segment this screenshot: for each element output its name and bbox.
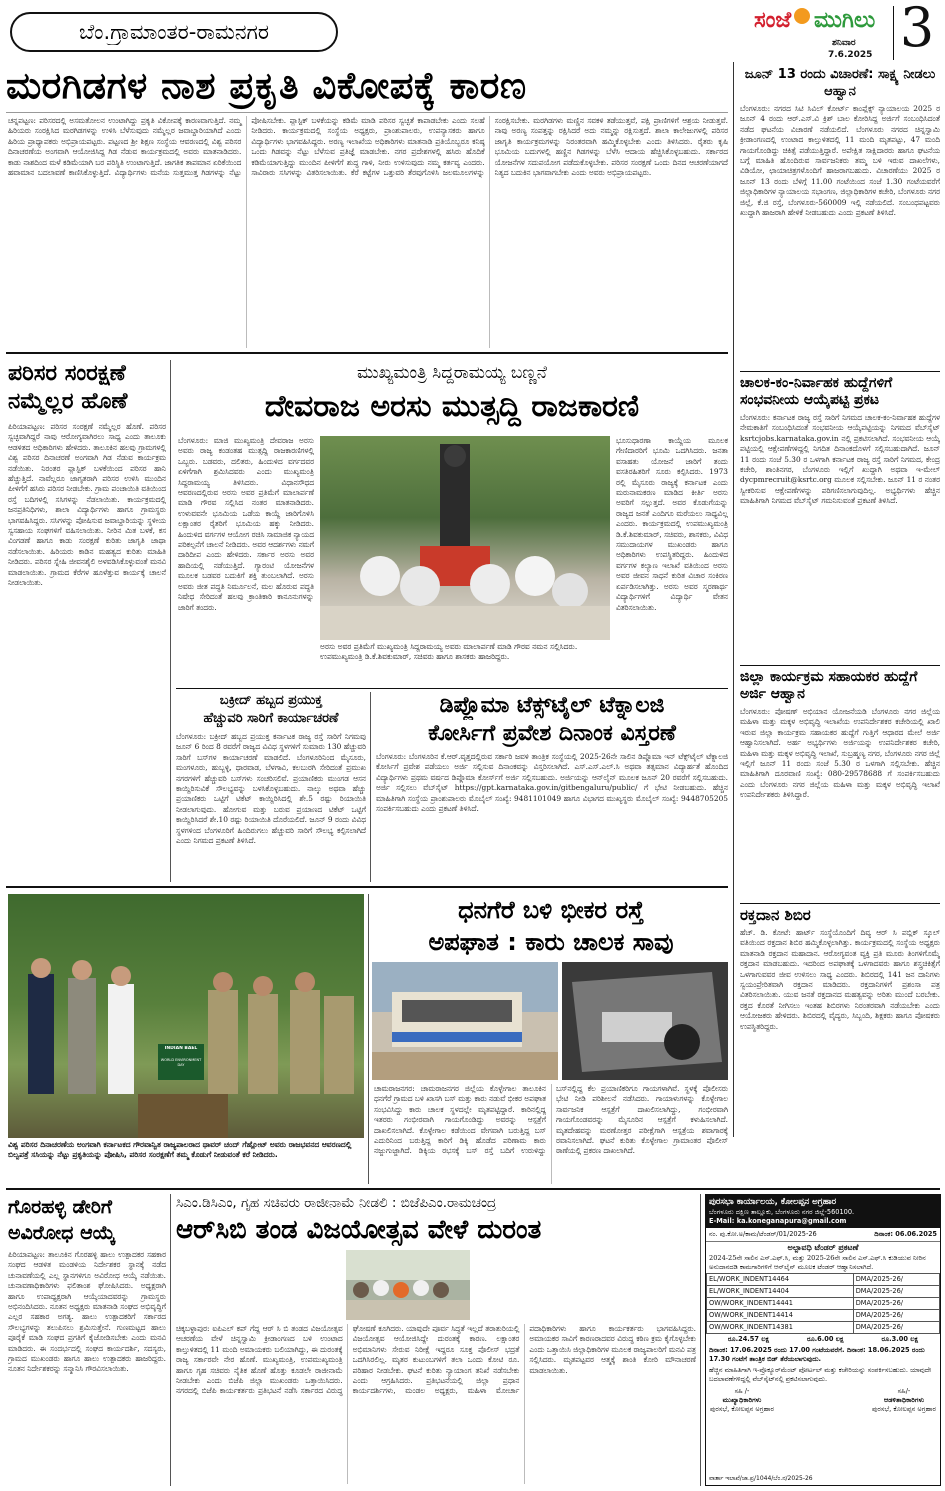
sign-office: ಪುರಸಭೆ, ಕೋಲಪ್ಪನ ಅಗ್ರಹಾರ [710, 1405, 774, 1413]
masthead-date: 7.6.2025 [828, 50, 873, 60]
bakrid-body: ಬೆಂಗಳೂರು: ಬಕ್ರೀದ್ ಹಬ್ಬದ ಪ್ರಯುಕ್ತ ಕರ್ನಾಟಕ ರಾಜ್ಯ ರಸ್ತೆ ಸಾರಿಗೆ ನಿಗಮವು ಜೂನ್ 6 ರಿಂದ 8 ರವರೆಗೆ ರಾಜ್ಯದ ವಿವಿಧ ಸ್ಥಳಗಳಿಗೆ ಸುಮಾರು 130 ಹೆಚ್ಚುವರಿ ಸಾರಿಗೆ ಬಸ್‌ಗಳ ಕಾರ್ಯಾಚರಣೆ ಮಾಡಲಿದೆ. ಬೆಂಗಳೂರಿನಿಂದ ಮೈಸೂರು, ಮಂಗಳೂರು, ಹುಬ್ಬಳ್ಳಿ, ಧಾರವಾಡ, ಬೆಳಗಾವಿ, ಕಲಬುರಗಿ ಸೇರಿದಂತೆ ಪ್ರಮುಖ ನಗರಗಳಿಗೆ ಹೆಚ್ಚುವರಿ ಬಸ್‌ಗಳು ಸಂಚರಿಸಲಿವೆ. ಪ್ರಯಾಣಿಕರು ಮುಂಗಡ ಆಸನ ಕಾಯ್ದಿರಿಸುವಿಕೆ ಸೌಲಭ್ಯವನ್ನು ಬಳಸಿಕೊಳ್ಳಬಹುದು. ನಾಲ್ಕು ಅಥವಾ ಹೆಚ್ಚು ಪ್ರಯಾಣಿಕರು ಒಟ್ಟಿಗೆ ಟಿಕೆಟ್ ಕಾಯ್ದಿರಿಸಿದಲ್ಲಿ ಶೇ.5 ರಷ್ಟು ರಿಯಾಯಿತಿ ನೀಡಲಾಗುವುದು. ಹೋಗುವ ಮತ್ತು ಬರುವ ಪ್ರಯಾಣದ ಟಿಕೆಟ್ ಒಟ್ಟಿಗೆ ಕಾಯ್ದಿರಿಸಿದರೆ ಶೇ.10 ರಷ್ಟು ರಿಯಾಯಿತಿ ದೊರೆಯಲಿದೆ. ಜೂನ್ 9 ರಂದು ವಿವಿಧ ಸ್ಥಳಗಳಿಂದ ಬೆಂಗಳೂರಿಗೆ ಹಿಂದಿರುಗಲು ಹೆಚ್ಚುವರಿ ಸಾರಿಗೆ ಸೌಲಭ್ಯ ಕಲ್ಪಿಸಲಾಗಿದೆ ಎಂದು ನಿಗಮದ ಪ್ರಕಟಣೆ ತಿಳಿಸಿದೆ. [176, 732, 366, 846]
rcb-protest-photo [346, 1250, 470, 1320]
tender-cell: OW/WORK_INDENT14441 [707, 1298, 854, 1310]
tender-notice [705, 1194, 941, 1486]
mid-rule [6, 886, 728, 888]
diploma-story [376, 692, 728, 882]
urs-bottom-rule [176, 688, 728, 689]
sidebar-mid-headline: ಚಾಲಕ-ಕಂ-ನಿರ್ವಾಹಕ ಹುದ್ದೆಗಳಿಗೆ ಸಂಭವನೀಯ ಆಯ್ಕೆಪಟ್ಟಿ ಪ್ರಕಟ [740, 375, 893, 408]
table-row [707, 1322, 940, 1334]
table-row [707, 1298, 940, 1310]
accident-headline-1: ಧನಗೆರೆ ಬಳಿ ಭೀಕರ ರಸ್ತೆ [458, 896, 644, 924]
car-wreck-scene [562, 962, 728, 1080]
tender-cell: DMA/2025-26/ [853, 1286, 939, 1298]
tender-cell: EL/WORK_INDENT14404 [707, 1286, 854, 1298]
gorahalli-divider [170, 1194, 171, 1486]
tree-photo-caption: ವಿಶ್ವ ಪರಿಸರ ದಿನಾಚರಣೆಯ ಅಂಗವಾಗಿ ಕರ್ನಾಟಕದ ಗೌರವಾನ್ವಿತ ರಾಜ್ಯಪಾಲರಾದ ಥಾವರ್ ಚಂದ್ ಗೆಹ್ಲೋಟ್ ಅವರು ರಾಜಭವನದ ಆವರಣದಲ್ಲಿ ಬಿಲ್ವಪತ್ರೆ ಸಸಿಯನ್ನು ನೆಟ್ಟು ಪ್ರಕೃತಿಯನ್ನು ಪೋಷಿಸಿ, ಪರಿಸರ ಸಂರಕ್ಷಣೆಗೆ ತಮ್ಮ ಕೊಡುಗೆ ನೀಡುವಂತೆ ಕರೆ ನೀಡಿದರು. [8, 1140, 352, 1159]
tree-banner-line-1: INDIAN BAEL [164, 1046, 198, 1051]
tender-ref-no: ನಂ. ಪು.ಕೋ.ಅ/ಕಾಮ/ಟೆಂಡರ್/01/2025-26 [709, 1230, 817, 1238]
protest-scene [346, 1250, 470, 1320]
sidebar-blood-body: ಹೆಚ್. ಡಿ. ಕೋಟೆ: ಹಾರ್ಟ್ ಸಂಸ್ಥೆಯೊಂದಿಗೆ ದಿವ್ಯ ಆರ್ ಸಿ ಪಬ್ಲಿಕ್ ಸ್ಕೂಲ್ ವತಿಯಿಂದ ರಕ್ತದಾನ ಶಿಬಿರ ಹಮ್ಮಿಕೊಳ್ಳಲಾಗಿತ್ತು. ಕಾರ್ಯಕ್ರಮದಲ್ಲಿ ಸಂಸ್ಥೆಯ ಅಧ್ಯಕ್ಷರು ಮಾತನಾಡಿ ರಕ್ತದಾನ ಮಹಾದಾನ. ಆರೋಗ್ಯವಂತ ವ್ಯಕ್ತಿ ಪ್ರತಿ ಮೂರು ತಿಂಗಳಿಗೊಮ್ಮೆ ರಕ್ತದಾನ ಮಾಡಬಹುದು. ಇದರಿಂದ ಅಪಘಾತಕ್ಕೆ ಒಳಗಾದವರು ಹಾಗೂ ಶಸ್ತ್ರಚಿಕಿತ್ಸೆಗೆ ಒಳಗಾಗುವವರ ಜೀವ ಉಳಿಸಲು ಸಾಧ್ಯ ಎಂದರು. ಶಿಬಿರದಲ್ಲಿ 141 ಜನ ದಾನಿಗಳು ಸ್ವಯಂಪ್ರೇರಿತವಾಗಿ ರಕ್ತದಾನ ಮಾಡಿದರು. ರಕ್ತದಾನಿಗಳಿಗೆ ಪ್ರಶಂಸಾ ಪತ್ರ ವಿತರಿಸಲಾಯಿತು. ಯುವ ಜನತೆ ರಕ್ತದಾನದ ಮಹತ್ವವನ್ನು ಅರಿತು ಮುಂದೆ ಬರಬೇಕು. ರಕ್ತದ ಕೊರತೆ ನೀಗಿಸಲು ಇಂತಹ ಶಿಬಿರಗಳು ನಿರಂತರವಾಗಿ ನಡೆಯಬೇಕು ಎಂದು ಆಯೋಜಕರು ಹೇಳಿದರು. ಶಿಬಿರದಲ್ಲಿ ವೈದ್ಯರು, ಸಿಬ್ಬಂದಿ, ಶಿಕ್ಷಕರು ಹಾಗೂ ಪೋಷಕರು ಉಪಸ್ಥಿತರಿದ್ದರು. [740, 928, 940, 1031]
tender-dates: ದಿನಾಂಕ: 17.06.2025 ರಂದು 17.00 ಗಂಟೆಯವರೆಗೆ. ದಿನಾಂಕ: 18.06.2025 ರಂದು 17.30 ಗಂಟೆಗೆ ತಾಂತ್ರಿಕ ಬಿಡ್ ತೆರೆಯಲಾಗುವುದು. [709, 1346, 925, 1363]
gorahalli-body: ಪಿರಿಯಾಪಟ್ಟಣ: ತಾಲೂಕಿನ ಗೊರಹಳ್ಳಿ ಹಾಲು ಉತ್ಪಾದಕರ ಸಹಕಾರ ಸಂಘದ ಆಡಳಿತ ಮಂಡಳಿಯ ನಿರ್ದೇಶಕರ ಸ್ಥಾನಕ್ಕೆ ನಡೆದ ಚುನಾವಣೆಯಲ್ಲಿ ಎಲ್ಲ ಸ್ಥಾನಗಳಿಗೂ ಅವಿರೋಧ ಆಯ್ಕೆ ನಡೆಯಿತು. ಚುನಾವಣಾಧಿಕಾರಿಗಳು ಫಲಿತಾಂಶ ಘೋಷಿಸಿದರು. ಅಧ್ಯಕ್ಷರಾಗಿ ಹಾಗೂ ಉಪಾಧ್ಯಕ್ಷರಾಗಿ ಆಯ್ಕೆಯಾದವರನ್ನು ಗ್ರಾಮಸ್ಥರು ಅಭಿನಂದಿಸಿದರು. ನೂತನ ಅಧ್ಯಕ್ಷರು ಮಾತನಾಡಿ ಸಂಘದ ಅಭಿವೃದ್ಧಿಗೆ ಎಲ್ಲರ ಸಹಕಾರ ಅಗತ್ಯ. ಹಾಲು ಉತ್ಪಾದಕರಿಗೆ ಸರ್ಕಾರದ ಸೌಲಭ್ಯಗಳನ್ನು ತಲುಪಿಸಲು ಶ್ರಮಿಸುತ್ತೇನೆ. ಗುಣಮಟ್ಟದ ಹಾಲು ಪೂರೈಕೆ ಮಾಡಿ ಸಂಘದ ಪ್ರಗತಿಗೆ ಕೈಜೋಡಿಸಬೇಕು ಎಂದು ಮನವಿ ಮಾಡಿದರು. ಈ ಸಂದರ್ಭದಲ್ಲಿ ಸಂಘದ ಕಾರ್ಯದರ್ಶಿ, ಸದಸ್ಯರು, ಗ್ರಾಮದ ಮುಖಂಡರು ಹಾಗೂ ಹಾಲು ಉತ್ಪಾದಕರು ಹಾಜರಿದ್ದರು. ನೂತನ ನಿರ್ದೇಶಕರನ್ನು ಸನ್ಮಾನಿಸಿ ಗೌರವಿಸಲಾಯಿತು. [8, 1250, 166, 1374]
rcb-divider [700, 1194, 701, 1486]
bakrid-headline-1: ಬಕ್ರೀದ್ ಹಬ್ಬದ ಪ್ರಯುಕ್ತ [219, 693, 323, 708]
tender-amount: ರೂ.24.57 ಲಕ್ಷ [727, 1335, 770, 1343]
urs-headline: ದೇವರಾಜ ಅರಸು ಮುತ್ಸದ್ದಿ ರಾಜಕಾರಣಿ [264, 389, 640, 424]
gorahalli-headline-2: ಅವಿರೋಧ ಆಯ್ಕೆ [8, 1222, 116, 1244]
logo-word-sanje: ಸಂಜೆ [754, 8, 792, 33]
lead-rule [6, 112, 728, 113]
gorahalli-story [8, 1194, 166, 1484]
sidebar-top-body: ಬೆಂಗಳೂರು: ನಗರದ ಸಿಟಿ ಸಿವಿಲ್ ಕೋರ್ಟ್ ಕಾಂಪ್ಲೆಕ್ಸ್ ನ್ಯಾಯಾಲಯ 2025 ರ ಜೂನ್ 4 ರಂದು ಆರ್.ಎಸ್.ವಿ ಕ್ರಿಶ್ ಬಾಲ ಕೋರಿಸಿದ್ದ ಅರ್ಜಿಗೆ ಸಂಬಂಧಿಸಿದಂತೆ ನಡೆದ ಘಟನೆಯ ವಿಚಾರಣೆ ನಡೆಯಲಿದೆ. ಬೆಂಗಳೂರು ನಗರದ ಚಿನ್ನಸ್ವಾಮಿ ಕ್ರೀಡಾಂಗಣದಲ್ಲಿ ಉಂಟಾದ ಕಾಲ್ತುಳಿತದಲ್ಲಿ 11 ಮಂದಿ ಮೃತಪಟ್ಟು, 47 ಮಂದಿ ಗಾಯಗೊಂಡಿದ್ದು ಚಿಕಿತ್ಸೆ ಪಡೆಯುತ್ತಿದ್ದಾರೆ. ಅಪೇಕ್ಷಿತ ಸಾಕ್ಷಿದಾರರು ಹಾಗೂ ಘಟನೆಯ ಬಗ್ಗೆ ಮಾಹಿತಿ ಹೊಂದಿರುವ ಸಾರ್ವಜನಿಕರು ತಮ್ಮ ಬಳಿ ಇರುವ ದಾಖಲೆಗಳು, ವಿಡಿಯೋ, ಛಾಯಾಚಿತ್ರಗಳೊಂದಿಗೆ ಹಾಜರಾಗಬಹುದು. ವಿಚಾರಣೆಯು 2025 ರ ಜೂನ್ 13 ರಂದು ಬೆಳಿಗ್ಗೆ 11.00 ಗಂಟೆಯಿಂದ ಸಂಜೆ 1.30 ಗಂಟೆಯವರೆಗೆ ಜಿಲ್ಲಾಧಿಕಾರಿಗಳ ನ್ಯಾಯಾಲಯ ಸಭಾಂಗಣ, ಜಿಲ್ಲಾಧಿಕಾರಿಗಳ ಕಚೇರಿ, ಬೆಂಗಳೂರು ನಗರ ಜಿಲ್ಲೆ, ಕೆ.ಜಿ ರಸ್ತೆ, ಬೆಂಗಳೂರು-560009 ಇಲ್ಲಿ ನಡೆಯಲಿದೆ. ಸಂಬಂಧಪಟ್ಟವರು ಖುದ್ದಾಗಿ ಹಾಜರಾಗಿ ಹೇಳಿಕೆ ನೀಡಬಹುದು ಎಂದು ಪ್ರಕಟಣೆ ತಿಳಿಸಿದೆ. [740, 104, 940, 218]
sidebar-rule-1 [740, 371, 940, 372]
table-row [707, 1274, 940, 1286]
tree-photo-scene [8, 894, 364, 1138]
environment-headline-2: ನಮ್ಮೆಲ್ಲರ ಹೊಣೆ [8, 389, 128, 414]
logo-sun-icon [794, 8, 810, 24]
accident-headline-2: ಅಪಘಾತ : ಕಾರು ಚಾಲಕ ಸಾವು [428, 928, 674, 956]
urs-photo [320, 436, 610, 640]
tender-signatures [706, 1385, 940, 1416]
sidebar-low-story [740, 669, 940, 901]
sidebar-divider [733, 62, 734, 1137]
tree-photo [8, 894, 364, 1138]
sidebar-mid-body: ಬೆಂಗಳೂರು: ಕರ್ನಾಟಕ ರಾಜ್ಯ ರಸ್ತೆ ಸಾರಿಗೆ ನಿಗಮದ ಚಾಲಕ-ಕಂ-ನಿರ್ವಾಹಕ ಹುದ್ದೆಗಳ ನೇಮಕಾತಿಗೆ ಸಂಬಂಧಿಸಿದಂತೆ ಸಂಭವನೀಯ ಆಯ್ಕೆಪಟ್ಟಿಯನ್ನು ನಿಗಮದ ವೆಬ್‌ಸೈಟ್ ksrtcjobs.karnataka.gov.in ನಲ್ಲಿ ಪ್ರಕಟಿಸಲಾಗಿದೆ. ಸಂಭವನೀಯ ಆಯ್ಕೆ ಪಟ್ಟಿಯಲ್ಲಿ ಆಕ್ಷೇಪಣೆಗಳಿದ್ದಲ್ಲಿ ನಿಗದಿತ ದಿನಾಂಕದೊಳಗೆ ಸಲ್ಲಿಸಬಹುದಾಗಿದೆ. ಜೂನ್ 11 ರಂದು ಸಂಜೆ 5.30 ರ ಒಳಗಾಗಿ ಕರ್ನಾಟಕ ರಾಜ್ಯ ರಸ್ತೆ ಸಾರಿಗೆ ನಿಗಮದ, ಕೇಂದ್ರ ಕಚೇರಿ, ಶಾಂತಿನಗರ, ಬೆಂಗಳೂರು ಇಲ್ಲಿಗೆ ಖುದ್ದಾಗಿ ಅಥವಾ ಇ-ಮೇಲ್ dycpmrecruit@ksrtc.org ಮೂಲಕ ಸಲ್ಲಿಸಬೇಕು. ಜೂನ್ 11 ರ ನಂತರ ಸ್ವೀಕರಿಸುವ ಆಕ್ಷೇಪಣೆಗಳನ್ನು ಪರಿಗಣಿಸಲಾಗುವುದಿಲ್ಲ. ಅಭ್ಯರ್ಥಿಗಳು ಹೆಚ್ಚಿನ ಮಾಹಿತಿಗಾಗಿ ನಿಗಮದ ವೆಬ್‌ಸೈಟ್ ಗಮನಿಸುವಂತೆ ಪ್ರಕಟಣೆ ತಿಳಿಸಿದೆ. [740, 413, 940, 506]
tender-footer: ವಾರ್ತಾ ಇಲಾಖೆ/ಜಾ.ಪ್ರ/1044/ಬೆಂ.ನ/2025-26 [709, 1475, 813, 1482]
sidebar-rule-2 [740, 665, 940, 666]
lead-body: ಚನ್ನಪಟ್ಟಣ: ಪರಿಸರದಲ್ಲಿ ಅಸಮತೋಲನ ಉಂಟಾಗಿದ್ದು ಪ್ರಕೃತಿ ವಿಕೋಪಕ್ಕೆ ಕಾರಣವಾಗುತ್ತಿದೆ. ನಮ್ಮ ಹಿರಿಯರು ಸಂರಕ್ಷಿಸಿದ ಮರಗಿಡಗಳನ್ನು ಉಳಿಸಿ ಬೆಳೆಸುವುದು ನಮ್ಮೆಲ್ಲರ ಜವಾಬ್ದಾರಿಯಾಗಿದೆ ಎಂದು ಹಿರಿಯ ಪ್ರಾಧ್ಯಾಪಕರು ಅಭಿಪ್ರಾಯಪಟ್ಟರು. ಪಟ್ಟಣದ ಶ್ರೀ ಶಿಕ್ಷಣ ಸಂಸ್ಥೆಯ ಆವರಣದಲ್ಲಿ ವಿಶ್ವ ಪರಿಸರ ದಿನಾಚರಣೆಯ ಅಂಗವಾಗಿ ಆಯೋಜಿಸಿದ್ದ ಗಿಡ ನೆಡುವ ಕಾರ್ಯಕ್ರಮದಲ್ಲಿ ಅವರು ಮಾತನಾಡಿದರು. ಕಾಡು ನಾಶದಿಂದ ಮಳೆ ಕಡಿಮೆಯಾಗಿ ಬರ ಪರಿಸ್ಥಿತಿ ಉಂಟಾಗುತ್ತಿದೆ. ಜಾಗತಿಕ ತಾಪಮಾನ ಏರಿಕೆಯಿಂದ ಹವಾಮಾನ ಬದಲಾವಣೆ ಕಾಣಿಸಿಕೊಳ್ಳುತ್ತಿದೆ. ವಿದ್ಯಾರ್ಥಿಗಳು ಮನೆಯ ಸುತ್ತಮುತ್ತ ಗಿಡಗಳನ್ನು ನೆಟ್ಟು ಪೋಷಿಸಬೇಕು. ಪ್ಲಾಸ್ಟಿಕ್ ಬಳಕೆಯನ್ನು ಕಡಿಮೆ ಮಾಡಿ ಪರಿಸರ ಸ್ವಚ್ಛತೆ ಕಾಪಾಡಬೇಕು ಎಂದು ಸಲಹೆ ನೀಡಿದರು. ಕಾರ್ಯಕ್ರಮದಲ್ಲಿ ಸಂಸ್ಥೆಯ ಅಧ್ಯಕ್ಷರು, ಪ್ರಾಂಶುಪಾಲರು, ಉಪನ್ಯಾಸಕರು ಹಾಗೂ ವಿದ್ಯಾರ್ಥಿಗಳು ಭಾಗವಹಿಸಿದ್ದರು. ಅರಣ್ಯ ಇಲಾಖೆಯ ಅಧಿಕಾರಿಗಳು ಮಾತನಾಡಿ ಪ್ರತಿಯೊಬ್ಬರೂ ಕನಿಷ್ಠ ಒಂದು ಗಿಡವನ್ನು ನೆಟ್ಟು ಬೆಳೆಸುವ ಪ್ರತಿಜ್ಞೆ ಮಾಡಬೇಕು. ನಗರ ಪ್ರದೇಶಗಳಲ್ಲಿ ಹಸಿರು ಹೊದಿಕೆ ಕಡಿಮೆಯಾಗುತ್ತಿದ್ದು ಮುಂದಿನ ಪೀಳಿಗೆಗೆ ಶುದ್ಧ ಗಾಳಿ, ನೀರು ಉಳಿಸುವುದು ನಮ್ಮ ಕರ್ತವ್ಯ ಎಂದರು. ಸಾವಿರಾರು ಸಸಿಗಳನ್ನು ವಿತರಿಸಲಾಯಿತು. ಕೆರೆ ಕಟ್ಟೆಗಳ ಒತ್ತುವರಿ ತೆರವುಗೊಳಿಸಿ ಜಲಮೂಲಗಳನ್ನು ಸಂರಕ್ಷಿಸಬೇಕು. ಮರಗಿಡಗಳು ಮಣ್ಣಿನ ಸವಕಳಿ ತಡೆಯುತ್ತವೆ, ಪಕ್ಷಿ ಪ್ರಾಣಿಗಳಿಗೆ ಆಶ್ರಯ ನೀಡುತ್ತವೆ. ನಾವು ಅರಣ್ಯ ಸಂಪತ್ತನ್ನು ರಕ್ಷಿಸಿದರೆ ಅದು ನಮ್ಮನ್ನು ರಕ್ಷಿಸುತ್ತದೆ. ಶಾಲಾ ಕಾಲೇಜುಗಳಲ್ಲಿ ಪರಿಸರ ಜಾಗೃತಿ ಕಾರ್ಯಕ್ರಮಗಳನ್ನು ನಿರಂತರವಾಗಿ ಹಮ್ಮಿಕೊಳ್ಳಬೇಕು ಎಂದು ತಿಳಿಸಿದರು. ರೈತರು ಕೃಷಿ ಭೂಮಿಯ ಬದುಗಳಲ್ಲಿ ಹಣ್ಣಿನ ಗಿಡಗಳನ್ನು ಬೆಳೆಸಿ ಆದಾಯ ಹೆಚ್ಚಿಸಿಕೊಳ್ಳಬಹುದು. ಸರ್ಕಾರದ ಯೋಜನೆಗಳ ಸದುಪಯೋಗ ಪಡೆದುಕೊಳ್ಳಬೇಕು. ಪರಿಸರ ಸಂರಕ್ಷಣೆ ಒಂದು ದಿನದ ಆಚರಣೆಯಾಗದೆ ನಿತ್ಯದ ಬದುಕಿನ ಭಾಗವಾಗಬೇಕು ಎಂದು ಅವರು ಅಭಿಪ್ರಾಯಪಟ್ಟರು. [8, 116, 728, 178]
environment-divider [170, 360, 171, 882]
masthead-day: ಶನಿವಾರ [832, 38, 856, 48]
logo-word-mugilu: ಮುಗಿಲು [814, 8, 876, 33]
sidebar-blood-headline: ರಕ್ತದಾನ ಶಿಬಿರ [740, 906, 811, 924]
tender-amount: ರೂ.6.00 ಲಕ್ಷ [806, 1335, 844, 1343]
urs-photo-caption: ಅರಸು ಅವರ ಪ್ರತಿಮೆಗೆ ಮುಖ್ಯಮಂತ್ರಿ ಸಿದ್ದರಾಮಯ್ಯ ಅವರು ಮಾಲಾರ್ಪಣೆ ಮಾಡಿ ಗೌರವ ನಮನ ಸಲ್ಲಿಸಿದರು. ಉಪಮುಖ್ಯಮಂತ್ರಿ ಡಿ.ಕೆ.ಶಿವಕುಮಾರ್, ಸಚಿವರು ಹಾಗೂ ಶಾಸಕರು ಹಾಜರಿದ್ದರು. [320, 642, 578, 661]
tender-cell: OW/WORK_INDENT14414 [707, 1310, 854, 1322]
tender-amounts [706, 1334, 940, 1345]
table-row [707, 1310, 940, 1322]
diploma-headline-1: ಡಿಪ್ಲೊಮಾ ಟೆಕ್ಸ್‌ಟೈಲ್ ಟೆಕ್ನಾಲಜಿ [439, 693, 665, 718]
tender-table [706, 1273, 940, 1334]
accident-photo-car [562, 962, 728, 1080]
accident-body: ಚಾಮರಾಜನಗರ: ಚಾಮರಾಜನಗರ ಜಿಲ್ಲೆಯ ಕೊಳ್ಳೇಗಾಲ ತಾಲೂಕಿನ ಧನಗೆರೆ ಗ್ರಾಮದ ಬಳಿ ಖಾಸಗಿ ಬಸ್ ಮತ್ತು ಕಾರು ನಡುವೆ ಭೀಕರ ಅಪಘಾತ ಸಂಭವಿಸಿದ್ದು ಕಾರು ಚಾಲಕ ಸ್ಥಳದಲ್ಲೇ ಮೃತಪಟ್ಟಿದ್ದಾರೆ. ಕಾರಿನಲ್ಲಿದ್ದ ಇತರರು ಗಂಭೀರವಾಗಿ ಗಾಯಗೊಂಡಿದ್ದು ಅವರನ್ನು ಆಸ್ಪತ್ರೆಗೆ ದಾಖಲಿಸಲಾಗಿದೆ. ಕೊಳ್ಳೇಗಾಲ ಕಡೆಯಿಂದ ವೇಗವಾಗಿ ಬರುತ್ತಿದ್ದ ಬಸ್ ಎದುರಿನಿಂದ ಬರುತ್ತಿದ್ದ ಕಾರಿಗೆ ಡಿಕ್ಕಿ ಹೊಡೆದ ಪರಿಣಾಮ ಕಾರು ನಜ್ಜುಗುಜ್ಜಾಗಿದೆ. ಡಿಕ್ಕಿಯ ರಭಸಕ್ಕೆ ಬಸ್ ರಸ್ತೆ ಬದಿಗೆ ಉರುಳಿದ್ದು ಬಸ್‌ನಲ್ಲಿದ್ದ ಕೆಲ ಪ್ರಯಾಣಿಕರಿಗೂ ಗಾಯಗಳಾಗಿವೆ. ಸ್ಥಳಕ್ಕೆ ಪೊಲೀಸರು ಭೇಟಿ ನೀಡಿ ಪರಿಶೀಲನೆ ನಡೆಸಿದರು. ಗಾಯಾಳುಗಳನ್ನು ಕೊಳ್ಳೇಗಾಲ ಸಾರ್ವಜನಿಕ ಆಸ್ಪತ್ರೆಗೆ ದಾಖಲಿಸಲಾಗಿದ್ದು, ಗಂಭೀರವಾಗಿ ಗಾಯಗೊಂಡವರನ್ನು ಮೈಸೂರಿನ ಆಸ್ಪತ್ರೆಗೆ ಕಳುಹಿಸಲಾಗಿದೆ. ಮೃತದೇಹವನ್ನು ಮರಣೋತ್ತರ ಪರೀಕ್ಷೆಗಾಗಿ ಆಸ್ಪತ್ರೆಯ ಶವಾಗಾರಕ್ಕೆ ರವಾನಿಸಲಾಗಿದೆ. ಘಟನೆ ಕುರಿತು ಕೊಳ್ಳೇಗಾಲ ಗ್ರಾಮಾಂತರ ಪೊಲೀಸ್ ಠಾಣೆಯಲ್ಲಿ ಪ್ರಕರಣ ದಾಖಲಾಗಿದೆ. [374, 1084, 728, 1156]
diploma-headline-2: ಕೋರ್ಸಿಗೆ ಪ್ರವೇಶ ದಿನಾಂಕ ವಿಸ್ತರಣೆ [428, 721, 676, 746]
rcb-body: ಚಿಕ್ಕಬಳ್ಳಾಪುರ: ಐಪಿಎಲ್ ಕಪ್ ಗೆದ್ದ ಆರ್ ಸಿ ಬಿ ತಂಡದ ವಿಜಯೋತ್ಸವ ಆಚರಣೆಯ ವೇಳೆ ಚಿನ್ನಸ್ವಾಮಿ ಕ್ರೀಡಾಂಗಣದ ಬಳಿ ಉಂಟಾದ ಕಾಲ್ತುಳಿತದಲ್ಲಿ 11 ಮಂದಿ ಅಮಾಯಕರು ಬಲಿಯಾಗಿದ್ದು, ಈ ದುರಂತಕ್ಕೆ ರಾಜ್ಯ ಸರ್ಕಾರವೇ ನೇರ ಹೊಣೆ. ಮುಖ್ಯಮಂತ್ರಿ, ಉಪಮುಖ್ಯಮಂತ್ರಿ ಹಾಗೂ ಗೃಹ ಸಚಿವರು ನೈತಿಕ ಹೊಣೆ ಹೊತ್ತು ಕೂಡಲೇ ರಾಜೀನಾಮೆ ನೀಡಬೇಕು ಎಂದು ಬಿಜೆಪಿ ಜಿಲ್ಲಾ ಮುಖಂಡರು ಒತ್ತಾಯಿಸಿದರು. ನಗರದಲ್ಲಿ ಬಿಜೆಪಿ ಕಾರ್ಯಕರ್ತರು ಪ್ರತಿಭಟನೆ ನಡೆಸಿ ಸರ್ಕಾರದ ವಿರುದ್ಧ ಘೋಷಣೆ ಕೂಗಿದರು. ಯಾವುದೇ ಪೂರ್ವ ಸಿದ್ಧತೆ ಇಲ್ಲದೆ ತರಾತುರಿಯಲ್ಲಿ ವಿಜಯೋತ್ಸವ ಆಯೋಜಿಸಿದ್ದೇ ದುರಂತಕ್ಕೆ ಕಾರಣ. ಲಕ್ಷಾಂತರ ಅಭಿಮಾನಿಗಳು ಸೇರುವ ನಿರೀಕ್ಷೆ ಇದ್ದರೂ ಸೂಕ್ತ ಪೊಲೀಸ್ ಭದ್ರತೆ ಒದಗಿಸಿರಲಿಲ್ಲ. ಮೃತರ ಕುಟುಂಬಗಳಿಗೆ ತಲಾ ಒಂದು ಕೋಟಿ ರೂ. ಪರಿಹಾರ ನೀಡಬೇಕು. ಘಟನೆ ಕುರಿತು ನ್ಯಾಯಾಂಗ ತನಿಖೆ ನಡೆಸಬೇಕು ಎಂದು ಆಗ್ರಹಿಸಿದರು. ಪ್ರತಿಭಟನೆಯಲ್ಲಿ ಜಿಲ್ಲಾ ಪ್ರಧಾನ ಕಾರ್ಯದರ್ಶಿಗಳು, ಮಂಡಲ ಅಧ್ಯಕ್ಷರು, ಮಹಿಳಾ ಮೋರ್ಚಾ ಪದಾಧಿಕಾರಿಗಳು ಹಾಗೂ ಕಾರ್ಯಕರ್ತರು ಭಾಗವಹಿಸಿದ್ದರು. ಅಮಾಯಕರ ಸಾವಿಗೆ ಕಾರಣರಾದವರ ವಿರುದ್ಧ ಕಠಿಣ ಕ್ರಮ ಕೈಗೊಳ್ಳಬೇಕು ಎಂದು ಒತ್ತಾಯಿಸಿ ಜಿಲ್ಲಾಧಿಕಾರಿಗಳ ಮೂಲಕ ರಾಜ್ಯಪಾಲರಿಗೆ ಮನವಿ ಪತ್ರ ಸಲ್ಲಿಸಿದರು. ಮೃತಪಟ್ಟವರ ಆತ್ಮಕ್ಕೆ ಶಾಂತಿ ಕೋರಿ ಮೌನಾಚರಣೆ ಮಾಡಲಾಯಿತು. [176, 1324, 696, 1396]
environment-headline-1: ಪರಿಸರ ಸಂರಕ್ಷಣೆ [8, 361, 126, 386]
tender-ref-row [706, 1228, 940, 1242]
environment-body: ಪಿರಿಯಾಪಟ್ಟಣ: ಪರಿಸರ ಸಂರಕ್ಷಣೆ ನಮ್ಮೆಲ್ಲರ ಹೊಣೆ. ಪರಿಸರ ಸ್ವಚ್ಛವಾಗಿದ್ದರೆ ನಾವು ಆರೋಗ್ಯವಾಗಿರಲು ಸಾಧ್ಯ ಎಂದು ತಾಲೂಕು ಆಡಳಿತದ ಅಧಿಕಾರಿಗಳು ಹೇಳಿದರು. ತಾಲೂಕಿನ ಹಲವು ಗ್ರಾಮಗಳಲ್ಲಿ ವಿಶ್ವ ಪರಿಸರ ದಿನಾಚರಣೆ ಅಂಗವಾಗಿ ಗಿಡ ನೆಡುವ ಕಾರ್ಯಕ್ರಮ ನಡೆಯಿತು. ನಿರಂತರ ಪ್ಲಾಸ್ಟಿಕ್ ಬಳಕೆಯಿಂದ ಪರಿಸರ ಹಾನಿ ಹೆಚ್ಚುತ್ತಿದೆ. ನಾವೆಲ್ಲರೂ ಜಾಗೃತರಾಗಿ ಪರಿಸರ ಉಳಿಸಿ ಮುಂದಿನ ಪೀಳಿಗೆಗೆ ಹಸಿರು ಪರಿಸರ ನೀಡಬೇಕು. ಗ್ರಾಮ ಪಂಚಾಯಿತಿ ವತಿಯಿಂದ ರಸ್ತೆ ಬದಿಗಳಲ್ಲಿ ಸಸಿಗಳನ್ನು ನೆಡಲಾಯಿತು. ಕಾರ್ಯಕ್ರಮದಲ್ಲಿ ಜನಪ್ರತಿನಿಧಿಗಳು, ಶಾಲಾ ವಿದ್ಯಾರ್ಥಿಗಳು ಹಾಗೂ ಗ್ರಾಮಸ್ಥರು ಭಾಗವಹಿಸಿದ್ದರು. ಸಸಿಗಳನ್ನು ಪೋಷಿಸುವ ಜವಾಬ್ದಾರಿಯನ್ನು ಸ್ಥಳೀಯ ಸ್ವಸಹಾಯ ಸಂಘಗಳಿಗೆ ವಹಿಸಲಾಯಿತು. ನೀರಿನ ಮಿತ ಬಳಕೆ, ಕಸ ವಿಂಗಡಣೆ ಹಾಗೂ ಕಾಡು ಸಂರಕ್ಷಣೆ ಕುರಿತು ಜಾಗೃತಿ ಜಾಥಾ ನಡೆಸಲಾಯಿತು. ಹಿರಿಯರು ಕಾಡಿನ ಮಹತ್ವದ ಕುರಿತು ಮಾಹಿತಿ ನೀಡಿದರು. ಪರಿಸರ ಸ್ನೇಹಿ ಜೀವನಶೈಲಿ ಅಳವಡಿಸಿಕೊಳ್ಳುವಂತೆ ಮನವಿ ಮಾಡಲಾಯಿತು. ಗ್ರಾಮದ ಕೆರೆಗಳ ಹೂಳೆತ್ತುವ ಕಾರ್ಯಕ್ಕೆ ಚಾಲನೆ ನೀಡಲಾಯಿತು. [8, 422, 166, 588]
tender-cell: OW/WORK_INDENT14381 [707, 1322, 854, 1334]
lower-rule [6, 1188, 940, 1190]
tender-cell: EL/WORK_INDENT14464 [707, 1274, 854, 1286]
tender-cell: DMA/2025-26/ [853, 1310, 939, 1322]
lead-bottom-rule [6, 352, 728, 354]
section-tag [10, 12, 338, 52]
tender-cell: DMA/2025-26/ [853, 1274, 939, 1286]
environment-story [8, 360, 166, 882]
sidebar-rule-3 [740, 903, 940, 904]
table-row [707, 1286, 940, 1298]
page-number: 3 [899, 0, 935, 59]
diploma-body: ಬೆಂಗಳೂರು: ಬೆಂಗಳೂರಿನ ಕೆ.ಆರ್.ವೃತ್ತದಲ್ಲಿರುವ ಸರ್ಕಾರಿ ಜವಳಿ ತಾಂತ್ರಿಕ ಸಂಸ್ಥೆಯಲ್ಲಿ 2025-26ನೇ ಸಾಲಿನ ಡಿಪ್ಲೊಮಾ ಇನ್ ಟೆಕ್ಸ್‌ಟೈಲ್ ಟೆಕ್ನಾಲಜಿ ಕೋರ್ಸಿಗೆ ಪ್ರವೇಶ ಪಡೆಯಲು ಅರ್ಜಿ ಸಲ್ಲಿಸುವ ದಿನಾಂಕವನ್ನು ವಿಸ್ತರಿಸಲಾಗಿದೆ. ಎಸ್.ಎಸ್.ಎಲ್.ಸಿ ಅಥವಾ ತತ್ಸಮಾನ ವಿದ್ಯಾರ್ಹತೆ ಹೊಂದಿದ ವಿದ್ಯಾರ್ಥಿಗಳು ಪ್ರಥಮ ವರ್ಷದ ಡಿಪ್ಲೊಮಾ ಕೋರ್ಸ್‌ಗೆ ಅರ್ಜಿ ಸಲ್ಲಿಸಬಹುದು. ಅರ್ಜಿಯನ್ನು ಆನ್‌ಲೈನ್ ಮೂಲಕ ಜೂನ್ 20 ರವರೆಗೆ ಸಲ್ಲಿಸಬಹುದು. ಅರ್ಜಿ ಸಲ್ಲಿಸಲು ವೆಬ್‌ಸೈಟ್ https://gpt.karnataka.gov.in/gitbengaluru/public/ ಗೆ ಭೇಟಿ ನೀಡಬಹುದು. ಹೆಚ್ಚಿನ ಮಾಹಿತಿಗಾಗಿ ಸಂಸ್ಥೆಯ ಪ್ರಾಂಶುಪಾಲರು ಮೊಬೈಲ್ ಸಂಖ್ಯೆ: 9481101049 ಹಾಗೂ ವಿಭಾಗದ ಮುಖ್ಯಸ್ಥರು ಮೊಬೈಲ್ ಸಂಖ್ಯೆ: 9448705205 ಸಂಪರ್ಕಿಸಬಹುದು ಎಂದು ಪ್ರಕಟಣೆ ತಿಳಿಸಿದೆ. [376, 752, 728, 814]
sign-title: ಮುಖ್ಯಾಧಿಕಾರಿಗಳು [722, 1396, 762, 1404]
gorahalli-headline-1: ಗೊರಹಳ್ಳಿ ಡೇರಿಗೆ [8, 1196, 112, 1218]
urs-photo-scene [320, 436, 610, 640]
tender-office: ಪುರಸಭಾ ಕಾರ್ಯಾಲಯ, ಕೋಲಪ್ಪನ ಅಗ್ರಹಾರ [709, 1197, 837, 1207]
sidebar-blood-story [740, 907, 940, 1133]
sidebar-mid-story [740, 375, 940, 665]
accident-photo-bus [372, 962, 558, 1080]
tree-banner-line-2: WORLD ENVIRONMENT DAY [160, 1058, 202, 1067]
tender-intro: 2024-25ನೇ ಸಾಲಿನ ಎಸ್.ಎಫ್.ಸಿ, ಮತ್ತು 2025-26ನೇ ಸಾಲಿನ ಎಸ್.ಎಫ್.ಸಿ ಕುಡಿಯುವ ನೀರಿನ ಅನುದಾನದಡಿ ಕಾಮಗಾರಿಗಳಿಗೆ ಆನ್‌ಲೈನ್ ಮೂಲಕ ಟೆಂಡರ್ ಆಹ್ವಾನಿಸಲಾಗಿದೆ. [709, 1254, 926, 1271]
sidebar-top-story [740, 66, 940, 366]
tender-ref-date: ದಿನಾಂಕ: 06.06.2025 [874, 1230, 937, 1238]
tender-sign-left [710, 1387, 774, 1414]
tender-address: ಬೆಂಗಳೂರು ದಕ್ಷಿಣ ತಾಲ್ಲೂಕು, ಬೆಂಗಳೂರು ನಗರ ಜಿಲ್ಲೆ-560100. [709, 1208, 855, 1216]
sign-label: ಸಹಿ/- [897, 1387, 911, 1395]
sign-label: ಸಹಿ /- [734, 1387, 750, 1395]
sidebar-low-body: ಬೆಂಗಳೂರು: ಪೋಷಣ್ ಅಭಿಯಾನ ಯೋಜನೆಯಡಿ ಬೆಂಗಳೂರು ನಗರ ಜಿಲ್ಲೆಯ ಮಹಿಳಾ ಮತ್ತು ಮಕ್ಕಳ ಅಭಿವೃದ್ಧಿ ಇಲಾಖೆಯ ಉಪನಿರ್ದೇಶಕರ ಕಚೇರಿಯಲ್ಲಿ ಖಾಲಿ ಇರುವ ಜಿಲ್ಲಾ ಕಾರ್ಯಕ್ರಮ ಸಹಾಯಕರ ಹುದ್ದೆಗೆ ಗುತ್ತಿಗೆ ಆಧಾರದ ಮೇಲೆ ಅರ್ಜಿ ಆಹ್ವಾನಿಸಲಾಗಿದೆ. ಅರ್ಹ ಅಭ್ಯರ್ಥಿಗಳು ಅರ್ಜಿಯನ್ನು ಉಪನಿರ್ದೇಶಕರ ಕಚೇರಿ, ಮಹಿಳಾ ಮತ್ತು ಮಕ್ಕಳ ಅಭಿವೃದ್ಧಿ ಇಲಾಖೆ, ಸುಬ್ರಹ್ಮಣ್ಯ ನಗರ, ಬೆಂಗಳೂರು ನಗರ ಜಿಲ್ಲೆ ಇಲ್ಲಿಗೆ ಜೂನ್ 11 ರಂದು ಸಂಜೆ 5.30 ರ ಒಳಗಾಗಿ ಸಲ್ಲಿಸಬೇಕು. ಹೆಚ್ಚಿನ ಮಾಹಿತಿಗಾಗಿ ದೂರವಾಣಿ ಸಂಖ್ಯೆ: 080-29578688 ಗೆ ಸಂಪರ್ಕಿಸಬಹುದು ಎಂದು ಬೆಂಗಳೂರು ನಗರ ಜಿಲ್ಲೆಯ ಮಹಿಳಾ ಮತ್ತು ಮಕ್ಕಳ ಅಭಿವೃದ್ಧಿ ಇಲಾಖೆ ಉಪನಿರ್ದೇಶಕರು ತಿಳಿಸಿದ್ದಾರೆ. [740, 707, 940, 800]
bus-scene [372, 962, 558, 1080]
masthead-divider [893, 6, 894, 60]
tender-notes: ಹೆಚ್ಚಿನ ಮಾಹಿತಿಗಾಗಿ ಇ-ಪ್ರೊಕ್ಯೂರ್‌ಮೆಂಟ್ ಪೋರ್ಟಲ್ ಮತ್ತು ಕಚೇರಿಯನ್ನು ಸಂಪರ್ಕಿಸಬಹುದು. ಯಾವುದೇ ಬದಲಾವಣೆಗಳಿದ್ದಲ್ಲಿ ವೆಬ್‌ಸೈಟ್‌ನಲ್ಲಿ ಪ್ರಕಟಿಸಲಾಗುವುದು. [709, 1366, 932, 1383]
urs-body-right: ಭೂಸುಧಾರಣಾ ಕಾಯ್ದೆಯ ಮೂಲಕ ಗೇಣಿದಾರರಿಗೆ ಭೂಮಿ ಒದಗಿಸಿದರು. ಜನತಾ ವಸಾಹತು ಯೋಜನೆ ಜಾರಿಗೆ ತಂದು ವಸತಿರಹಿತರಿಗೆ ಸೂರು ಕಲ್ಪಿಸಿದರು. 1973 ರಲ್ಲಿ ಮೈಸೂರು ರಾಜ್ಯಕ್ಕೆ ಕರ್ನಾಟಕ ಎಂದು ಮರುನಾಮಕರಣ ಮಾಡಿದ ಕೀರ್ತಿ ಅರಸು ಅವರಿಗೆ ಸಲ್ಲುತ್ತದೆ. ಅವರ ಕೊಡುಗೆಯನ್ನು ರಾಜ್ಯದ ಜನತೆ ಎಂದಿಗೂ ಮರೆಯಲು ಸಾಧ್ಯವಿಲ್ಲ ಎಂದರು. ಕಾರ್ಯಕ್ರಮದಲ್ಲಿ ಉಪಮುಖ್ಯಮಂತ್ರಿ ಡಿ.ಕೆ.ಶಿವಕುಮಾರ್, ಸಚಿವರು, ಶಾಸಕರು, ವಿವಿಧ ಸಮುದಾಯಗಳ ಮುಖಂಡರು ಹಾಗೂ ಅಧಿಕಾರಿಗಳು ಉಪಸ್ಥಿತರಿದ್ದರು. ಹಿಂದುಳಿದ ವರ್ಗಗಳ ಕಲ್ಯಾಣ ಇಲಾಖೆ ವತಿಯಿಂದ ಅರಸು ಅವರ ಜೀವನ ಸಾಧನೆ ಕುರಿತ ವಿಚಾರ ಸಂಕಿರಣ ಏರ್ಪಡಿಸಲಾಗಿತ್ತು. ಅರಸು ಅವರ ಸ್ಮರಣಾರ್ಥ ವಿದ್ಯಾರ್ಥಿಗಳಿಗೆ ವಿದ್ಯಾರ್ಥಿ ವೇತನ ವಿತರಿಸಲಾಯಿತು. [616, 436, 728, 612]
bakrid-story [176, 692, 366, 882]
tender-amount: ರೂ.3.00 ಲಕ್ಷ [881, 1335, 919, 1343]
urs-body-left: ಬೆಂಗಳೂರು: ಮಾಜಿ ಮುಖ್ಯಮಂತ್ರಿ ದೇವರಾಜ ಅರಸು ಅವರು ರಾಜ್ಯ ಕಂಡಂತಹ ಮುತ್ಸದ್ದಿ ರಾಜಕಾರಣಿಗಳಲ್ಲಿ ಒಬ್ಬರು. ಬಡವರು, ದಲಿತರು, ಹಿಂದುಳಿದ ವರ್ಗದವರ ಏಳಿಗೆಗಾಗಿ ಶ್ರಮಿಸಿದವರು ಎಂದು ಮುಖ್ಯಮಂತ್ರಿ ಸಿದ್ದರಾಮಯ್ಯ ತಿಳಿಸಿದರು. ವಿಧಾನಸೌಧದ ಆವರಣದಲ್ಲಿರುವ ಅರಸು ಅವರ ಪ್ರತಿಮೆಗೆ ಮಾಲಾರ್ಪಣೆ ಮಾಡಿ ಗೌರವ ಸಲ್ಲಿಸಿದ ನಂತರ ಮಾತನಾಡಿದರು. ಉಳುವವನೇ ಭೂಮಿಯ ಒಡೆಯ ಕಾಯ್ದೆ ಜಾರಿಗೊಳಿಸಿ ಲಕ್ಷಾಂತರ ರೈತರಿಗೆ ಭೂಮಿಯ ಹಕ್ಕು ನೀಡಿದರು. ಹಿಂದುಳಿದ ವರ್ಗಗಳ ಆಯೋಗ ರಚಿಸಿ ಸಾಮಾಜಿಕ ನ್ಯಾಯದ ಪರಿಕಲ್ಪನೆಗೆ ಚಾಲನೆ ನೀಡಿದರು. ಅವರ ಆದರ್ಶಗಳು ನಮಗೆ ದಾರಿದೀಪ ಎಂದು ಹೇಳಿದರು. ಸರ್ಕಾರ ಅರಸು ಅವರ ಹಾದಿಯಲ್ಲಿ ನಡೆಯುತ್ತಿದೆ. ಗ್ಯಾರಂಟಿ ಯೋಜನೆಗಳ ಮೂಲಕ ಬಡವರ ಬದುಕಿಗೆ ಶಕ್ತಿ ತುಂಬಲಾಗಿದೆ. ಅರಸು ಅವರು ಜೀತ ಪದ್ಧತಿ ನಿರ್ಮೂಲನೆ, ಮಲ ಹೊರುವ ಪದ್ಧತಿ ನಿಷೇಧ ಸೇರಿದಂತೆ ಹಲವು ಕ್ರಾಂತಿಕಾರಿ ಕಾನೂನುಗಳನ್ನು ಜಾರಿಗೆ ತಂದರು. [178, 436, 314, 612]
tender-cell: DMA/2025-26/ [853, 1298, 939, 1310]
tender-email: E-Mail: ka.koneganapura@gmail.com [709, 1217, 847, 1225]
sign-office: ಪುರಸಭೆ, ಕೋಲಪ್ಪನ ಅಗ್ರಹಾರ [872, 1405, 936, 1413]
tender-header [706, 1195, 940, 1228]
bakrid-headline-2: ಹೆಚ್ಚುವರಿ ಸಾರಿಗೆ ಕಾರ್ಯಾಚರಣೆ [203, 711, 339, 726]
section-tag-label: ಬೆಂ.ಗ್ರಾಮಾಂತರ-ರಾಮನಗರ [78, 19, 269, 44]
tender-cell: DMA/2025-26/ [853, 1322, 939, 1334]
masthead-logo [752, 4, 890, 64]
lead-headline: ಮರಗಿಡಗಳ ನಾಶ ಪ್ರಕೃತಿ ವಿಕೋಪಕ್ಕೆ ಕಾರಣ [6, 64, 527, 107]
tender-title: ಅಲ್ಪಾವಧಿ ಟೆಂಡರ್ ಪ್ರಕಟಣೆ [787, 1243, 859, 1252]
sign-title: ಆಡಳಿತಾಧಿಕಾರಿಗಳು [883, 1396, 925, 1404]
tender-sign-right [872, 1387, 936, 1414]
rcb-headline: ಆರ್‌ಸಿಬಿ ತಂಡ ವಿಜಯೋತ್ಸವ ವೇಳೆ ದುರಂತ [176, 1215, 542, 1245]
sidebar-top-headline: ಜೂನ್ 13 ರಂದು ವಿಚಾರಣೆ: ಸಾಕ್ಷ್ಯ ನೀಡಲು ಆಹ್ವಾನ [744, 67, 936, 99]
bakrid-divider [370, 692, 371, 882]
rcb-kicker: ಸಿಎಂ.ಡಿಸಿಎಂ, ಗೃಹ ಸಚಿವರು ರಾಜೀನಾಮೆ ನೀಡಲಿ : ಬಿಜೆಪಿಎಂ.ರಾಮಚಂದ್ರ [176, 1195, 497, 1211]
urs-kicker: ಮುಖ್ಯಮಂತ್ರಿ ಸಿದ್ದರಾಮಯ್ಯ ಬಣ್ಣನೆ [357, 363, 547, 383]
sidebar-low-headline: ಜಿಲ್ಲಾ ಕಾರ್ಯಕ್ರಮ ಸಹಾಯಕರ ಹುದ್ದೆಗೆ ಅರ್ಜಿ ಆಹ್ವಾನ [740, 669, 918, 702]
tree-divider [368, 894, 369, 1184]
